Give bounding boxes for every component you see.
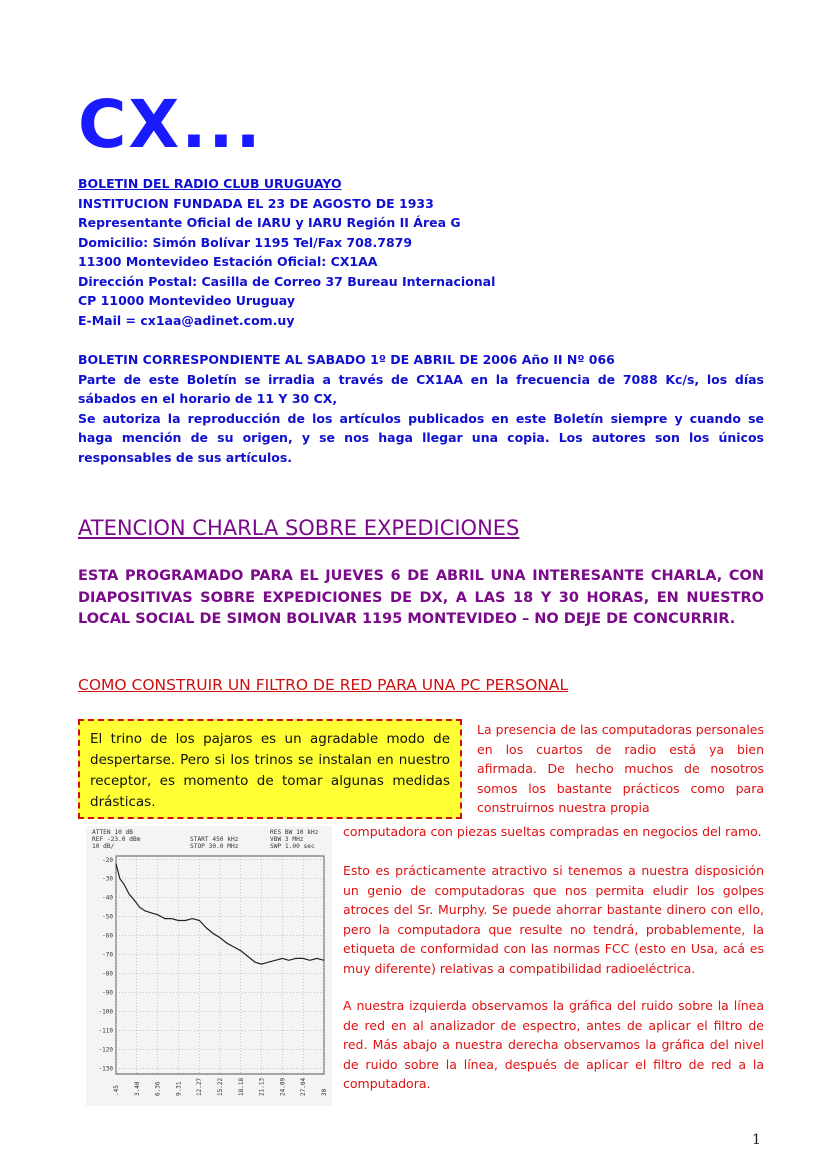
bulletin-broadcast: Parte de este Boletín se irradia a través de CX1AA en la frecuencia de 7088 Kc/s, los días sábados en el horario de 11 Y 30 CX, — [78, 371, 764, 406]
header-line: Dirección Postal: Casilla de Correo 37 Bureau Internacional — [78, 273, 496, 289]
header-line: 11300 Montevideo Estación Oficial: CX1AA — [78, 254, 378, 269]
newsletter-logo: CX... — [78, 86, 263, 163]
header-line: INSTITUCION FUNDADA EL 23 DE AGOSTO DE 1933 — [78, 195, 434, 211]
y-tick-label: -50 — [102, 913, 113, 921]
bulletin-line: BOLETIN CORRESPONDIENTE AL SABADO 1º DE ABRIL DE 2006 Año II Nº 066 — [78, 352, 615, 367]
y-tick-label: -80 — [102, 970, 113, 978]
x-tick-label: 18.18 — [237, 1077, 245, 1096]
x-tick-label: 15.22 — [216, 1077, 224, 1096]
header-email[interactable]: E-Mail = cx1aa@adinet.com.uy — [78, 312, 295, 328]
callout-box — [78, 719, 462, 819]
article-paragraph-3: A nuestra izquierda observamos la gráfica del ruido sobre la línea de red en al analizador de espectro, antes de aplicar el filtro de red. Más abajo a nuestra derecha observamos la gráfica del nivel de ruido sobre la línea, después de aplicar el filtro de red a la computadora. — [343, 998, 764, 1091]
y-tick-label: -120 — [98, 1046, 113, 1054]
y-tick-label: -60 — [102, 932, 113, 940]
y-tick-label: -20 — [102, 856, 113, 864]
bulletin-rights: Se autoriza la reproducción de los artículos publicados en este Boletín siempre y cuando se haga mención de su origen, y se nos haga llegar una copia. Los autores son los únicos responsables de sus artículos. — [78, 410, 764, 465]
y-tick-label: -90 — [102, 989, 113, 997]
y-tick-label: -70 — [102, 951, 113, 959]
header-line: Representante Oficial de IARU y IARU Región II Área G — [78, 215, 461, 230]
x-tick-label: 27.04 — [300, 1077, 308, 1096]
club-header — [78, 174, 495, 330]
x-tick-label: 3.40 — [133, 1081, 141, 1096]
x-tick-label: .45 — [113, 1085, 120, 1096]
announcement-title: ATENCION CHARLA SOBRE EXPEDICIONES — [78, 516, 520, 540]
x-tick-label: 30 — [321, 1088, 328, 1096]
spectrum-analyzer-chart — [86, 826, 332, 1106]
analyzer-setting: START 450 kHz — [190, 836, 239, 843]
x-tick-label: 9.31 — [175, 1081, 183, 1096]
announcement-body: ESTA PROGRAMADO PARA EL JUEVES 6 DE ABRIL UNA INTERESANTE CHARLA, CON DIAPOSITIVAS SOBRE EXPEDICIONES DE DX, A LAS 18 Y 30 HORAS, EN NUESTRO LOCAL SOCIAL DE SIMON BOLIVAR 1195 MONTEVIDEO – NO DEJE DE CONCURRIR. — [78, 568, 764, 627]
y-tick-label: -40 — [102, 894, 113, 902]
header-line: Domicilio: Simón Bolívar 1195 Tel/Fax 708.7879 — [78, 234, 413, 250]
callout-text: El trino de los pajaros es un agradable modo de despertarse. Pero si los trinos se instalan en nuestro receptor, es momento de tomar algunas medidas drásticas. — [90, 731, 450, 810]
y-tick-label: -30 — [102, 875, 113, 883]
page-number: 1 — [752, 1132, 761, 1148]
analyzer-setting: ATTEN 10 dB — [92, 829, 133, 836]
chart-background — [86, 826, 332, 1106]
x-tick-label: 24.09 — [279, 1077, 287, 1096]
y-tick-label: -130 — [98, 1065, 113, 1073]
y-tick-label: -100 — [98, 1008, 113, 1016]
analyzer-setting: 10 dB/ — [92, 843, 115, 850]
article-paragraph-2: Esto es prácticamente atractivo si tenemos a nuestra disposición un genio de computadoras que nos permita eludir los golpes atroces del Sr. Murphy. Se puede ahorrar bastante dinero con ello, pero la computadora que resulte no tendrá, probablemente, la etiqueta de conformidad con las normas FCC (esto en Usa, acá es muy diferente) relativas a compatibilidad radioeléctrica. — [343, 863, 764, 976]
article-paragraph-1-right: La presencia de las computadoras personales en los cuartos de radio está ya bien afirmada. De hecho muchos de nosotros somos los bastante prácticos como para construirnos nuestra propia — [477, 722, 764, 815]
bulletin-info — [78, 350, 764, 467]
analyzer-setting: STOP 30.0 MHz — [190, 843, 239, 850]
analyzer-setting: SWP 1.00 sec — [270, 843, 315, 850]
article-paragraph-1-cont: computadora con piezas sueltas compradas en negocios del ramo. — [343, 824, 762, 839]
analyzer-setting: VBW 3 MHz — [270, 836, 304, 843]
article-title: COMO CONSTRUIR UN FILTRO DE RED PARA UNA PC PERSONAL — [78, 676, 569, 694]
analyzer-setting: RES BW 10 kHz — [270, 829, 319, 836]
analyzer-setting: REF -23.0 dBm — [92, 836, 141, 843]
x-tick-label: 21.13 — [258, 1077, 266, 1096]
y-tick-label: -110 — [98, 1027, 113, 1035]
header-line: CP 11000 Montevideo Uruguay — [78, 293, 295, 308]
x-tick-label: 6.36 — [154, 1081, 162, 1096]
x-tick-label: 12.27 — [196, 1077, 204, 1096]
header-line: BOLETIN DEL RADIO CLUB URUGUAYO — [78, 176, 342, 191]
